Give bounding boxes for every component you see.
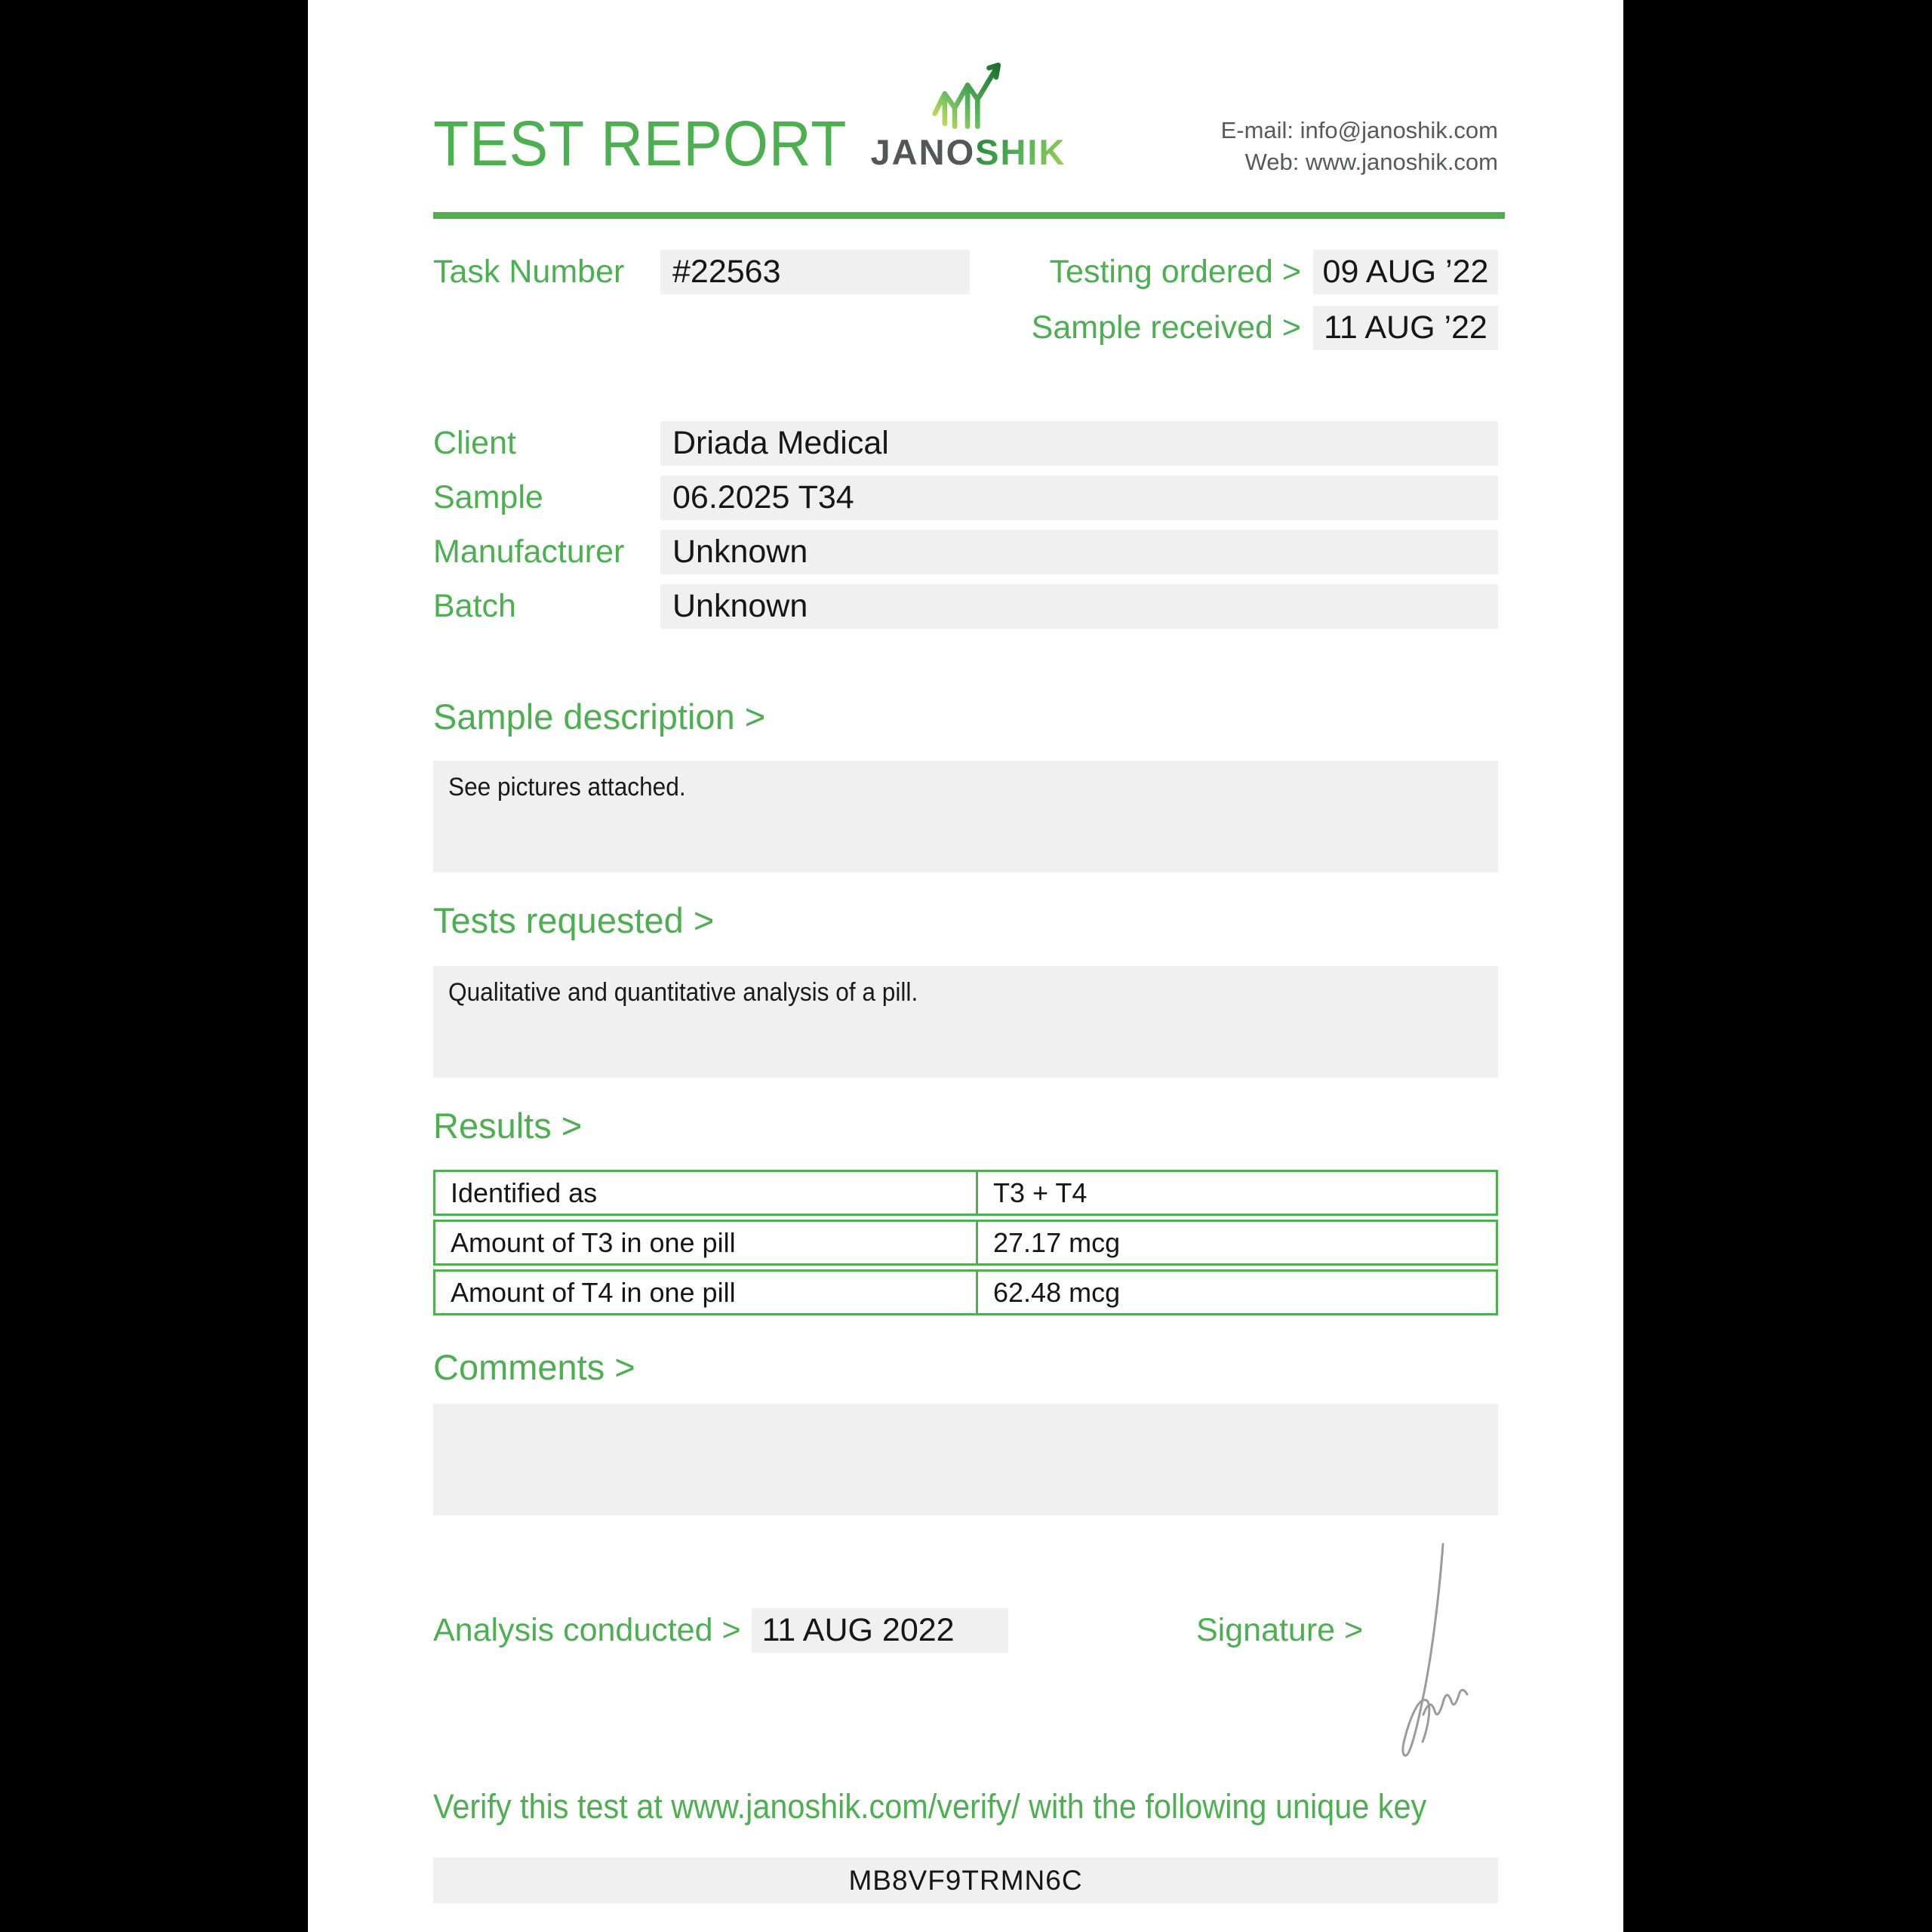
sample-received-value: 11 AUG ’22 <box>1313 306 1498 350</box>
analysis-conducted-row <box>433 1608 1008 1653</box>
analysis-conducted-label: Analysis conducted > <box>433 1612 741 1648</box>
header-divider <box>433 212 1505 219</box>
brand-part-jano: JANO <box>870 132 976 172</box>
manufacturer-value: Unknown <box>660 530 1498 574</box>
sample-description-text: See pictures attached. <box>448 773 686 801</box>
client-label: Client <box>433 425 516 461</box>
result-name: Amount of T4 in one pill <box>435 1272 978 1313</box>
contact-web: Web: www.janoshik.com <box>1244 148 1498 175</box>
table-row <box>433 1220 1498 1266</box>
result-value: 27.17 mcg <box>993 1226 1121 1258</box>
sample-description-heading: Sample description > <box>433 697 766 737</box>
janoshik-logo <box>866 59 1070 170</box>
sample-value: 06.2025 T34 <box>660 475 1498 520</box>
result-value: T3 + T4 <box>993 1177 1088 1208</box>
sample-received-row <box>1032 306 1498 350</box>
batch-label: Batch <box>433 588 516 624</box>
testing-ordered-value: 09 AUG ’22 <box>1313 250 1498 294</box>
task-number-value: #22563 <box>660 250 970 294</box>
sample-label: Sample <box>433 479 543 515</box>
results-heading: Results > <box>433 1106 583 1146</box>
sample-received-label: Sample received > <box>1031 309 1301 346</box>
tests-requested-box <box>433 966 1498 1078</box>
table-row <box>433 1269 1498 1315</box>
task-number-label: Task Number <box>433 254 625 290</box>
manufacturer-label: Manufacturer <box>433 534 625 570</box>
page-title: TEST REPORT <box>433 108 848 179</box>
testing-ordered-label: Testing ordered > <box>1049 254 1301 290</box>
verify-instruction: Verify this test at www.janoshik.com/verify/ with the following unique key <box>433 1787 1427 1826</box>
contact-block <box>1221 115 1498 178</box>
contact-email: E-mail: info@janoshik.com <box>1220 117 1498 143</box>
analysis-conducted-value: 11 AUG 2022 <box>752 1608 1008 1653</box>
sample-description-box <box>433 761 1498 872</box>
tests-requested-heading: Tests requested > <box>433 900 715 940</box>
result-name: Amount of T3 in one pill <box>435 1222 978 1263</box>
batch-value: Unknown <box>660 584 1498 629</box>
comments-heading: Comments > <box>433 1347 635 1387</box>
signature-label: Signature > <box>1196 1612 1364 1648</box>
report-page <box>308 0 1623 1932</box>
testing-ordered-row <box>1050 250 1498 294</box>
result-name: Identified as <box>435 1172 978 1214</box>
tests-requested-text: Qualitative and quantitative analysis of a pill. <box>448 978 918 1007</box>
brand-part-shik: SHIK <box>975 132 1066 172</box>
signature-icon <box>1380 1540 1478 1774</box>
brand-wordmark <box>866 134 1070 170</box>
result-value: 62.48 mcg <box>993 1276 1121 1308</box>
results-table <box>433 1170 1498 1319</box>
trend-chart-icon <box>929 59 1008 131</box>
unique-key-value: MB8VF9TRMN6C <box>433 1857 1498 1903</box>
client-value: Driada Medical <box>660 421 1498 466</box>
table-row <box>433 1170 1498 1216</box>
comments-box <box>433 1404 1498 1515</box>
